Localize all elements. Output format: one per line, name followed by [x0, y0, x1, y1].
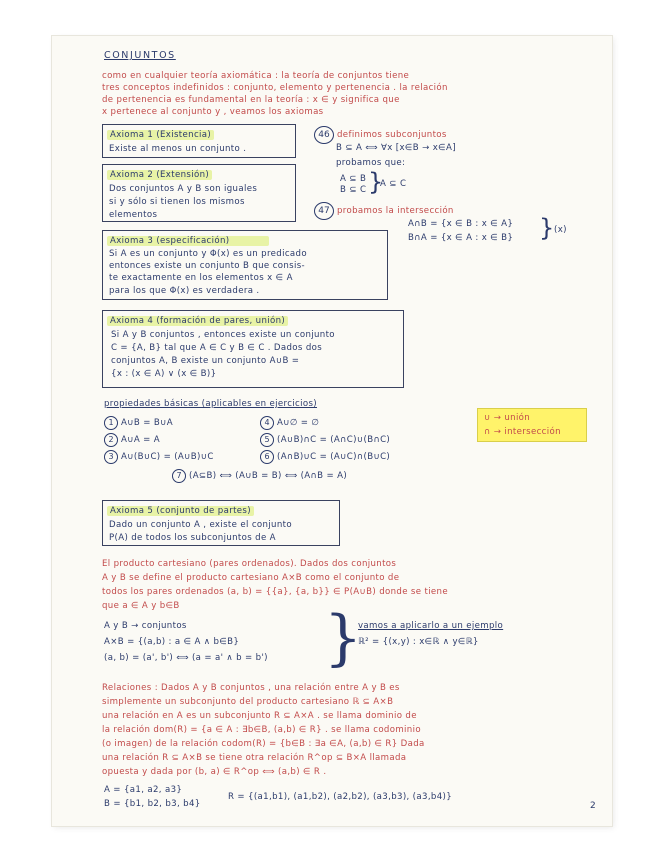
property-5	[260, 433, 390, 447]
probamos-que: probamos que:	[336, 158, 406, 168]
property-4	[260, 416, 319, 430]
relations-line-2: simplemente un subconjunto del producto cartesiano ℝ ⊆ A×B	[102, 697, 394, 707]
property-1-text: A∪B = B∪A	[121, 418, 173, 428]
intersection-line-2: B∩A = {x ∈ A : x ∈ B}	[408, 233, 514, 243]
axiom-2-title: Axioma 2 (Extensión)	[107, 170, 212, 180]
axiom-5-box	[102, 500, 340, 546]
property-6-number: 6	[260, 450, 274, 464]
cartesian-line-1: El producto cartesiano (pares ordenados). Dados dos conjuntos	[102, 559, 397, 569]
legend-intersection: ∩ → intersección	[484, 427, 561, 437]
axiom-3-box	[102, 230, 388, 300]
axiom-3-line-1: Si A es un conjunto y Φ(x) es un predicado	[109, 249, 307, 259]
cartesian-line-2: A y B se define el producto cartesiano A×B como el conjunto de	[102, 573, 400, 583]
axiom-2-line-2: si y sólo si tienen los mismos	[109, 197, 245, 207]
example-title: vamos a aplicarlo a un ejemplo	[358, 621, 504, 631]
property-2-text: A∪A = A	[121, 435, 161, 445]
axiom-2-box	[102, 164, 296, 222]
property-5-number: 5	[260, 433, 274, 447]
relations-line-7: opuesta y dada por (b, a) ∈ R^op ⟺ (a,b) ∈ R .	[102, 767, 327, 777]
property-3-number: 3	[104, 450, 118, 464]
axiom-3-title: Axioma 3 (especificación)	[107, 236, 269, 246]
relations-line-6: una relación R ⊆ A×B se tiene otra relación R^op ⊆ B×A llamada	[102, 753, 407, 763]
property-4-number: 4	[260, 416, 274, 430]
axiom-4-line-1: Si A y B conjuntos , entonces existe un conjunto	[111, 330, 335, 340]
set-a: A = {a1, a2, a3}	[104, 785, 183, 795]
page-title: CONJUNTOS	[104, 50, 176, 61]
property-1-number: 1	[104, 416, 118, 430]
intersection-brace: }	[539, 214, 555, 242]
property-3	[104, 450, 214, 464]
intro-line-2: tres conceptos indefinidos : conjunto, elemento y pertenencia . la relación	[102, 83, 448, 93]
note-46-text: definimos subconjuntos	[337, 130, 447, 140]
property-2	[104, 433, 160, 447]
property-3-text: A∪(B∪C) = (A∪B)∪C	[121, 452, 214, 462]
axiom-1-title: Axioma 1 (Existencia)	[107, 130, 214, 140]
axiom-3-line-3: te exactamente en los elementos x ∈ A	[109, 273, 293, 283]
property-7	[172, 469, 347, 483]
axiom-5-line-1: Dado un conjunto A , existe el conjunto	[109, 520, 292, 530]
legend-sticky-note	[477, 408, 587, 442]
axiom-4-line-3: conjuntos A, B existe un conjunto A∪B =	[111, 356, 300, 366]
property-5-text: (A∪B)∩C = (A∩C)∪(B∩C)	[277, 435, 391, 445]
intersection-line-1: A∩B = {x ∈ B : x ∈ A}	[408, 219, 514, 229]
relations-line-1: Relaciones : Dados A y B conjuntos , una relación entre A y B es	[102, 683, 400, 693]
subset-definition: B ⊆ A ⟺ ∀x [x∈B → x∈A]	[336, 143, 456, 153]
relations-line-4: la relación dom(R) = {a ∈ A : ∃b∈B, (a,b) ∈ R} . se llama codominio	[102, 725, 421, 735]
set-b: B = {b1, b2, b3, b4}	[104, 799, 201, 809]
intro-line-3: de pertenencia es fundamental en la teoría : x ∈ y significa que	[102, 95, 400, 105]
cartesian-def-1: A y B → conjuntos	[104, 621, 187, 631]
intro-line-1: como en cualquier teoría axiomática : la teoría de conjuntos tiene	[102, 71, 410, 81]
property-6	[260, 450, 390, 464]
axiom-3-line-4: para los que Φ(x) es verdadera .	[109, 286, 260, 296]
subset-premise-1: A ⊆ B	[340, 174, 367, 184]
axiom-4-box	[102, 310, 404, 388]
cartesian-def-3: (a, b) = (a', b') ⟺ (a = a' ∧ b = b')	[104, 653, 268, 663]
axiom-1-box	[102, 124, 296, 158]
cartesian-brace: }	[324, 603, 363, 673]
axiom-4-line-2: C = {A, B} tal que A ∈ C y B ∈ C . Dados dos	[111, 343, 323, 353]
property-4-text: A∪∅ = ∅	[277, 418, 320, 428]
axiom-2-line-1: Dos conjuntos A y B son iguales	[109, 184, 258, 194]
axiom-2-line-3: elementos	[109, 210, 158, 220]
axiom-4-title: Axioma 4 (formación de pares, unión)	[107, 316, 288, 326]
relations-line-5: (o imagen) de la relación codom(R) = {b∈B : ∃a ∈A, (a,b) ∈ R} Dada	[102, 739, 425, 749]
intro-line-4: x pertenece al conjunto y , veamos los axiomas	[102, 107, 324, 117]
cartesian-def-2: A×B = {(a,b) : a ∈ A ∧ b∈B}	[104, 637, 240, 647]
premise-brace: }	[368, 168, 384, 196]
subset-conclusion: A ⊆ C	[380, 179, 407, 189]
notebook-page	[52, 36, 612, 826]
property-7-text: (A⊆B) ⟺ (A∪B = B) ⟺ (A∩B = A)	[189, 471, 348, 481]
property-7-number: 7	[172, 469, 186, 483]
axiom-3-line-2: entonces existe un conjunto B que consis-	[109, 261, 305, 271]
example-r2: ℝ² = {(x,y) : x∈ℝ ∧ y∈ℝ}	[358, 637, 479, 647]
note-46-number: 46	[314, 126, 334, 144]
note-47-text: probamos la intersección	[337, 206, 454, 216]
cartesian-line-4: que a ∈ A y b∈B	[102, 601, 180, 611]
axiom-1-body: Existe al menos un conjunto .	[109, 144, 247, 154]
subset-premise-2: B ⊆ C	[340, 185, 367, 195]
axiom-4-line-4: {x : (x ∈ A) ∨ (x ∈ B)}	[111, 369, 217, 379]
intersection-tag: (x)	[554, 225, 567, 235]
axiom-5-line-2: P(A) de todos los subconjuntos de A	[109, 533, 276, 543]
relation-r: R = {(a1,b1), (a1,b2), (a2,b2), (a3,b3), (a3,b4)}	[228, 792, 453, 802]
cartesian-line-3: todos los pares ordenados (a, b) = {{a}, {a, b}} ∈ P(A∪B) donde se tiene	[102, 587, 448, 597]
axiom-5-title: Axioma 5 (conjunto de partes)	[107, 506, 254, 516]
property-1	[104, 416, 173, 430]
legend-union: ∪ → unión	[484, 413, 531, 423]
properties-title: propiedades básicas (aplicables en ejercicios)	[104, 399, 318, 409]
property-6-text: (A∩B)∪C = (A∪C)∩(B∪C)	[277, 452, 391, 462]
relations-line-3: una relación en A es un subconjunto R ⊆ A×A . se llama dominio de	[102, 711, 417, 721]
page-number: 2	[590, 801, 597, 811]
note-47-number: 47	[314, 202, 334, 220]
property-2-number: 2	[104, 433, 118, 447]
